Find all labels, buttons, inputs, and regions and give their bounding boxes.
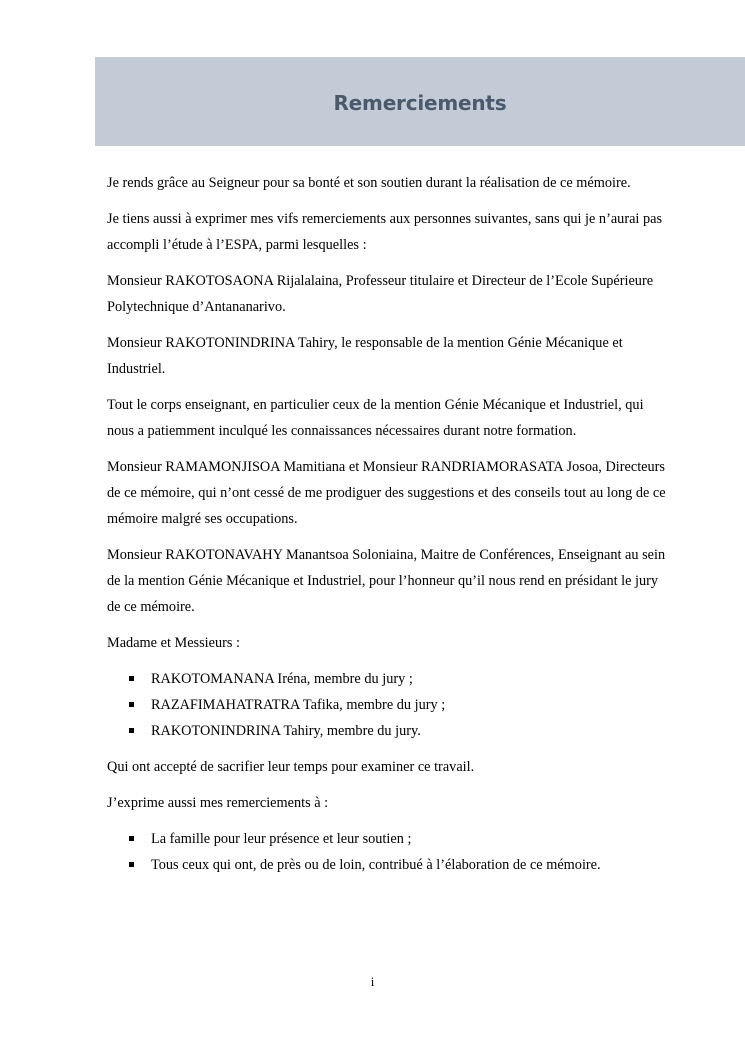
- paragraph-intro: Je tiens aussi à exprimer mes vifs remerciements aux personnes suivantes, sans qui je n’aurai pas accompli l’étude à l’ESPA, parmi lesquelles :: [107, 211, 663, 253]
- list-item-text: RAKOTOMANANA Iréna, membre du jury ;: [151, 671, 413, 687]
- list-item-text: La famille pour leur présence et leur soutien ;: [151, 831, 412, 847]
- jury-list: [107, 666, 667, 744]
- square-bullet-icon: [129, 836, 134, 841]
- list-item: [107, 852, 667, 878]
- list-item: [107, 692, 667, 718]
- page-title: Remerciements: [333, 91, 507, 115]
- paragraph-jury-thanks: Qui ont accepté de sacrifier leur temps pour examiner ce travail.: [107, 759, 475, 775]
- paragraph-supervisors: Monsieur RAMAMONJISOA Mamitiana et Monsieur RANDRIAMORASATA Josoa, Directeurs de ce mémoire, qui n’ont cessé de me prodiguer des suggestions et des conseils tout au long de ce mémoire malgré ses occupations.: [107, 459, 666, 527]
- square-bullet-icon: [129, 702, 134, 707]
- paragraph-responsible: Monsieur RAKOTONINDRINA Tahiry, le responsable de la mention Génie Mécanique et Industriel.: [107, 335, 623, 377]
- thanks-list: [107, 826, 667, 878]
- page-number: i: [370, 974, 375, 989]
- document-body: [107, 170, 667, 888]
- list-item-text: Tous ceux qui ont, de près ou de loin, contribué à l’élaboration de ce mémoire.: [151, 857, 601, 873]
- list-item-text: RAZAFIMAHATRATRA Tafika, membre du jury ;: [151, 697, 446, 713]
- paragraph-jury-intro: Madame et Messieurs :: [107, 635, 241, 651]
- paragraph-thanks-intro: J’exprime aussi mes remerciements à :: [107, 795, 329, 811]
- paragraph-teachers: Tout le corps enseignant, en particulier ceux de la mention Génie Mécanique et Industriel, qui nous a patiemment inculqué les connaissances nécessaires durant notre formation.: [107, 397, 644, 439]
- title-band: [95, 57, 745, 146]
- paragraph-gratitude: Je rends grâce au Seigneur pour sa bonté et son soutien durant la réalisation de ce mémoire.: [107, 175, 631, 191]
- list-item: [107, 718, 667, 744]
- paragraph-director: Monsieur RAKOTOSAONA Rijalalaina, Professeur titulaire et Directeur de l’Ecole Supérieure Polytechnique d’Antananarivo.: [107, 273, 654, 315]
- square-bullet-icon: [129, 728, 134, 733]
- paragraph-president: Monsieur RAKOTONAVAHY Manantsoa Soloniaina, Maitre de Conférences, Enseignant au sein de la mention Génie Mécanique et Industriel, pour l’honneur qu’il nous rend en présidant le jury de ce mémoire.: [107, 547, 666, 615]
- list-item: [107, 666, 667, 692]
- square-bullet-icon: [129, 676, 134, 681]
- square-bullet-icon: [129, 862, 134, 867]
- list-item-text: RAKOTONINDRINA Tahiry, membre du jury.: [151, 723, 421, 739]
- list-item: [107, 826, 667, 852]
